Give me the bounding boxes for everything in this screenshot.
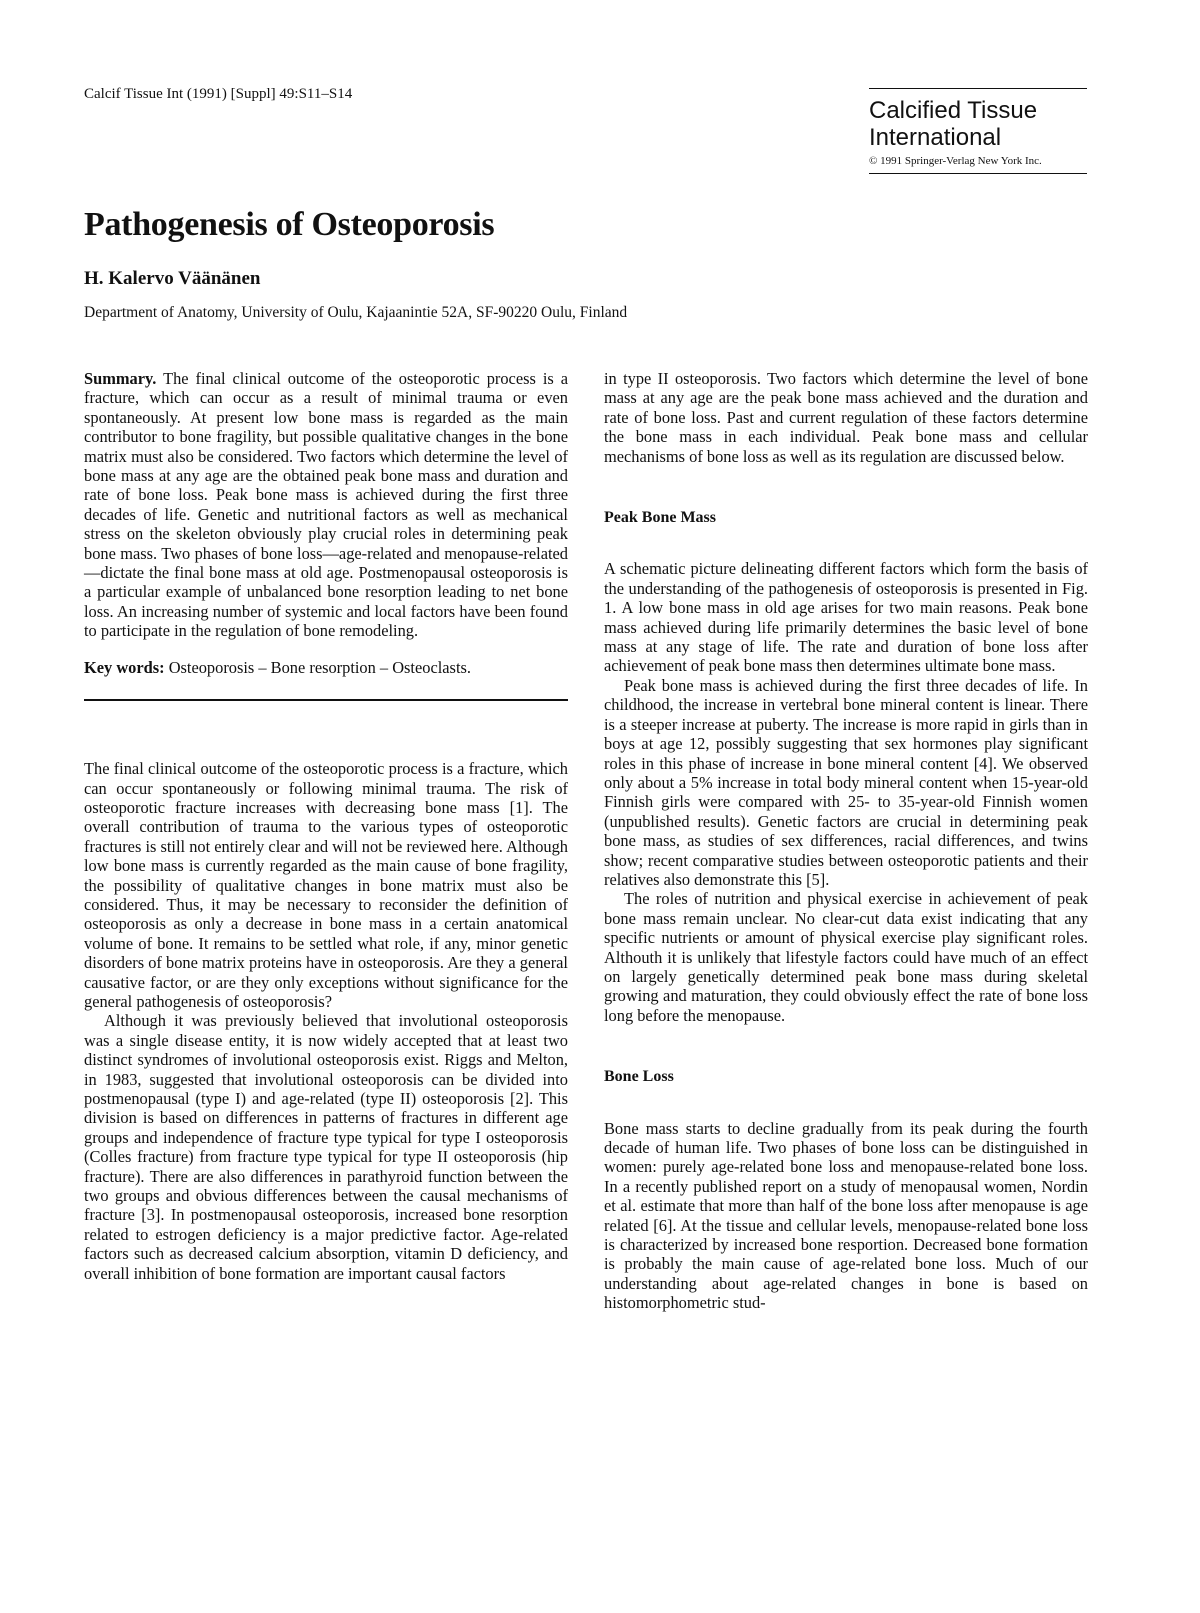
- keywords-line: [84, 658, 568, 677]
- author-name: H. Kalervo Väänänen: [84, 268, 261, 289]
- right-column: [604, 369, 1088, 1313]
- section-heading-peak-bone-mass: Peak Bone Mass: [604, 509, 716, 527]
- abstract-divider: [84, 699, 568, 701]
- journal-citation: Calcif Tissue Int (1991) [Suppl] 49:S11–S14: [84, 86, 353, 102]
- journal-name-line1: Calcified Tissue: [869, 97, 1038, 124]
- journal-masthead: [869, 88, 1087, 174]
- article-title: Pathogenesis of Osteoporosis: [84, 206, 495, 243]
- section-heading-bone-loss: Bone Loss: [604, 1068, 674, 1086]
- intro-paragraph-2: Although it was previously believed that involutional osteoporosis was a single disease entity, it is now widely accepted that at least two distinct syndromes of involutional osteoporosis exist. Riggs and Melton, in 1983, suggested that involutional osteoporosis can be divided into postmenopausal (type I) and age-related (type II) osteoporosis [2]. This division is based on differences in patterns of fractures in different age groups and independence of fracture type typical for type I osteoporosis (Colles fracture) from fracture type typical for type II osteoporosis (hip fracture). There are also differences in parathyroid function between the two groups and obvious differences between the causal mechanisms of fracture [3]. In postmenopausal osteoporosis, increased bone resorption related to estrogen deficiency is a major predictive factor. Age-related factors such as decreased calcium absorption, vitamin D deficiency, and overall inhibition of bone formation are important causal factors: [84, 1011, 568, 1283]
- intro-paragraph-2-continued: in type II osteoporosis. Two factors which determine the level of bone mass at any age are the peak bone mass achieved and the duration and rate of bone loss. Past and current regulation of these factors determine the bone mass in each individual. Peak bone mass and cellular mechanisms of bone loss as well as its regulation are discussed below.: [604, 369, 1088, 466]
- journal-name-line2: International: [869, 124, 1002, 151]
- keywords-text: Osteoporosis – Bone resorption – Osteoclasts.: [168, 657, 471, 677]
- author-affiliation: Department of Anatomy, University of Oulu, Kajaanintie 52A, SF-90220 Oulu, Finland: [84, 304, 628, 321]
- intro-paragraph-1: The final clinical outcome of the osteoporotic process is a fracture, which can occur spontaneously or following minimal trauma. The risk of osteoporotic fracture increases with decreasing bone mass [1]. The overall contribution of trauma to the various types of osteoporotic fractures is still not entirely clear and will not be reviewed here. Although low bone mass is currently regarded as the main cause of bone fragility, the possibility of qualitative changes in bone matrix must also be considered. Thus, it may be necessary to reconsider the definition of osteoporosis as only a decrease in bone mass in a certain anatomical volume of bone. It remains to be settled what role, if any, minor genetic disorders of bone matrix proteins have in osteoporosis. Are they a general causative factor, or are they only exceptions without significance for the general pathogenesis of osteoporosis?: [84, 759, 568, 1011]
- summary-label: Summary.: [84, 369, 157, 388]
- copyright-notice: © 1991 Springer-Verlag New York Inc.: [869, 155, 1042, 167]
- bone-loss-paragraph-1: Bone mass starts to decline gradually from its peak during the fourth decade of human life. Two phases of bone loss can be distinguished in women: purely age-related bone loss and menopause-related bone loss. In a recently published report on a study of menopausal women, Nordin et al. estimate that more than half of the bone loss after menopause is age related [6]. At the tissue and cellular levels, menopause-related bone loss is characterized by increased bone resportion. Decreased bone formation is probably the main cause of age-related bone loss. Much of our understanding about age-related changes in bone is based on histomorphometric stud-: [604, 1118, 1088, 1313]
- peak-bone-mass-paragraph-3: The roles of nutrition and physical exercise in achievement of peak bone mass remain unclear. No clear-cut data exist indicating that any specific nutrients or amount of physical exercise play significant roles. Althouth it is unlikely that lifestyle factors could have much of an effect on largely genetically determined peak bone mass during skeletal growing and maturation, they could obviously effect the rate of bone loss long before the menopause.: [604, 889, 1088, 1025]
- peak-bone-mass-paragraph-1: A schematic picture delineating different factors which form the basis of the understanding of the pathogenesis of osteoporosis is presented in Fig. 1. A low bone mass in old age arises for two main reasons. Peak bone mass achieved during life primarily determines the basic level of bone mass at any stage of life. The rate and duration of bone loss after achievement of peak bone mass then determines ultimate bone mass.: [604, 559, 1088, 676]
- summary-paragraph: [84, 369, 568, 641]
- summary-text: The final clinical outcome of the osteoporotic process is a fracture, which can occur as a result of minimal trauma or even spontaneously. At present low bone mass is regarded as the main contributor to bone fragility, but possible qualitative changes in the bone matrix must also be considered. Two factors which determine the level of bone mass at any age are the obtained peak bone mass and duration and rate of bone loss. Peak bone mass is achieved during the first three decades of life. Genetic and nutritional factors as well as mechanical stress on the skeleton obviously play crucial roles in determining peak bone mass. Two phases of bone loss—age-related and menopause-related—dictate the final bone mass at old age. Postmenopausal osteoporosis is a particular example of unbalanced bone resorption leading to net bone loss. An increasing number of systemic and local factors have been found to participate in the regulation of bone remodeling.: [84, 369, 568, 641]
- left-column: [84, 369, 568, 1283]
- keywords-label: Key words:: [84, 657, 165, 677]
- peak-bone-mass-paragraph-2: Peak bone mass is achieved during the first three decades of life. In childhood, the increase in vertebral bone mineral content is linear. There is a steeper increase at puberty. The increase is more rapid in girls than in boys at age 12, possibly suggesting that sex hormones play significant roles in this phase of increase in bone mineral content [4]. We observed only about a 5% increase in total body mineral content when 15-year-old Finnish girls were compared with 25- to 35-year-old Finnish women (unpublished results). Genetic factors are crucial in determining peak bone mass, as studies of sex differences, racial differences, and twins show; recent comparative studies between osteoporotic patients and their relatives also demonstrate this [5].: [604, 675, 1088, 889]
